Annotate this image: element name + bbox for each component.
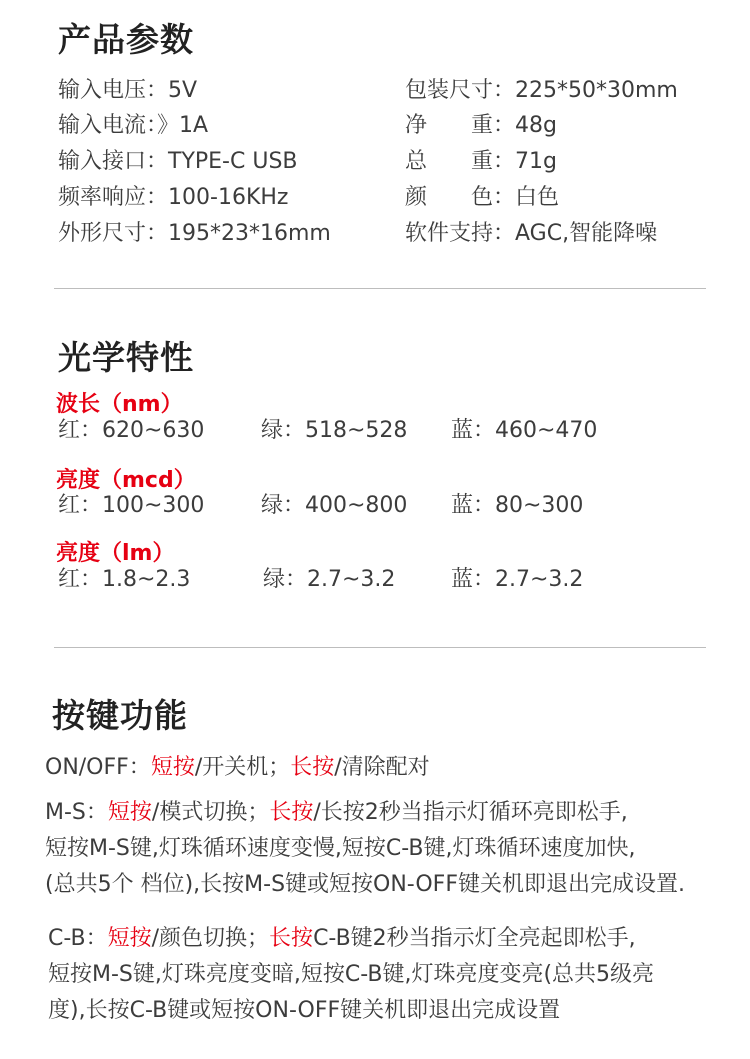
- key-ms-line-2: 短按M-S键,灯珠循环速度变慢,短按C-B键,灯珠循环速度加快,: [45, 836, 636, 861]
- param-row: 颜 色：白色: [405, 185, 560, 210]
- param-row: 软件支持：AGC,智能降噪: [405, 221, 658, 246]
- optics-blue-value: 蓝：80~300: [451, 493, 584, 518]
- optics-red-value: 红：100~300: [58, 493, 205, 518]
- optics-blue-value: 蓝：2.7~3.2: [451, 567, 584, 592]
- param-row: 频率响应：100-16KHz: [58, 185, 289, 210]
- optics-blue-value: 蓝：460~470: [451, 418, 598, 443]
- key-ms-line-3: (总共5个 档位),长按M-S键或短按ON-OFF键关机即退出完成设置.: [45, 872, 685, 897]
- optics-green-value: 绿：2.7~3.2: [263, 567, 396, 592]
- param-row: 输入电流：》1A: [58, 113, 209, 138]
- optics-group-heading: 亮度（mcd）: [56, 468, 196, 493]
- optics-group-heading: 波长（nm）: [56, 392, 183, 417]
- optics-green-value: 绿：518~528: [261, 418, 408, 443]
- short-press-label: 短按: [107, 800, 152, 825]
- short-press-label: 短按: [107, 926, 152, 951]
- key-onoff-line: ON/OFF：短按/开关机；长按/清除配对: [45, 755, 430, 780]
- optics-group-heading: 亮度（lm）: [56, 541, 175, 566]
- param-row: 输入电压：5V: [58, 78, 198, 103]
- param-row: 输入接口：TYPE-C USB: [58, 149, 298, 174]
- param-row: 包装尺寸：225*50*30mm: [405, 78, 678, 103]
- section-title-params: 产品参数: [58, 20, 194, 59]
- optics-green-value: 绿：400~800: [261, 493, 408, 518]
- optics-red-value: 红：1.8~2.3: [58, 567, 191, 592]
- long-press-label: 长按: [269, 800, 314, 825]
- param-row: 外形尺寸：195*23*16mm: [58, 221, 331, 246]
- long-press-label: 长按: [290, 755, 335, 780]
- divider: [54, 288, 706, 289]
- optics-red-value: 红：620~630: [58, 418, 205, 443]
- key-cb-line: C-B：短按/颜色切换；长按C-B键2秒当指示灯全亮起即松手,: [48, 926, 636, 951]
- param-row: 总 重：71g: [405, 149, 557, 174]
- section-title-optics: 光学特性: [58, 338, 194, 377]
- short-press-label: 短按: [150, 755, 195, 780]
- param-row: 净 重：48g: [405, 113, 557, 138]
- long-press-label: 长按: [269, 926, 314, 951]
- key-ms-line: M-S：短按/模式切换；长按/长按2秒当指示灯循环亮即松手,: [45, 800, 628, 825]
- divider: [54, 647, 706, 648]
- section-title-keys: 按键功能: [52, 696, 188, 735]
- key-cb-line-2: 短按M-S键,灯珠亮度变暗,短按C-B键,灯珠亮度变亮(总共5级亮: [48, 962, 655, 987]
- key-cb-line-3: 度),长按C-B键或短按ON-OFF键关机即退出完成设置: [48, 998, 561, 1023]
